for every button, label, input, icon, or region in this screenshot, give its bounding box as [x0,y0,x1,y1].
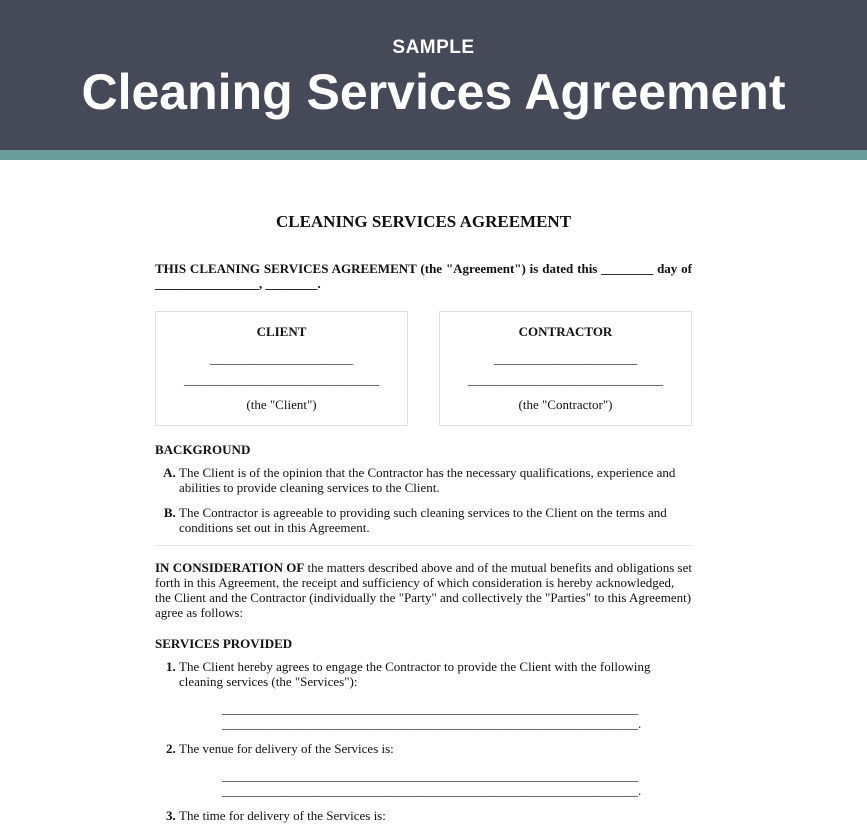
services-item: 3. The time for delivery of the Services is: [179,808,692,823]
intro-paragraph: THIS CLEANING SERVICES AGREEMENT (the "Agreement") is dated this ________ day of ________________, ________. [155,261,692,291]
services-item [179,741,692,798]
contractor-box [439,311,692,426]
client-name-line: ______________________ [210,351,353,366]
consideration-lead: IN CONSIDERATION OF [155,560,305,575]
document [155,214,692,833]
background-list [155,465,692,535]
services-item-text: The venue for delivery of the Services is: [179,741,394,756]
contractor-address-line: ______________________________ [468,372,663,387]
services-item-text: The Client hereby agrees to engage the Contractor to provide the Client with the following cleaning services (the "Services"): [179,659,651,689]
accent-strip [0,150,867,160]
services-list [155,659,692,823]
background-item: B. The Contractor is agreeable to providing such cleaning services to the Client on the terms and conditions set out in this Agreement. [179,505,692,535]
client-box [155,311,408,426]
document-title: CLEANING SERVICES AGREEMENT [275,212,572,231]
consideration-paragraph [155,560,692,620]
consideration-text: the matters described above and of the mutual benefits and obligations set forth in this Agreement, the receipt and sufficiency of which consideration is hereby acknowledged, the Client and the Contractor (individually the "Party" and collectively the "Parties" to this Agreement) agree as follows: [155,560,693,620]
services-heading: SERVICES PROVIDED [155,636,293,651]
client-address-line: ______________________________ [184,372,379,387]
background-heading: BACKGROUND [155,442,251,457]
contractor-title: CONTRACTOR [518,324,613,339]
client-title: CLIENT [256,324,307,339]
services-item [179,659,692,731]
blank-line: ________________________________________________________________ [222,701,638,716]
contractor-label: (the "Contractor") [518,397,613,412]
sample-label: SAMPLE [392,37,475,58]
header-banner [0,0,867,150]
divider [155,545,692,546]
banner-title: Cleaning Services Agreement [81,64,786,120]
blank-line: ________________________________________________________________. [222,783,642,798]
client-label: (the "Client") [246,397,317,412]
blank-line: ________________________________________________________________. [222,716,642,731]
contractor-name-line: ______________________ [494,351,637,366]
parties [155,311,692,426]
background-item: A. The Client is of the opinion that the Contractor has the necessary qualifications, experience and abilities to provide cleaning services to the Client. [179,465,692,495]
blank-line: ________________________________________________________________ [222,768,638,783]
